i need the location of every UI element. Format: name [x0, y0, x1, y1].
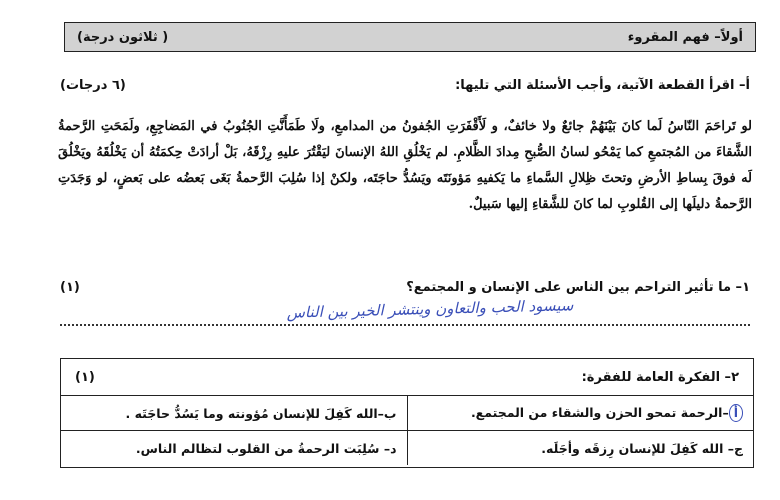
option-a-label: الرحمة تمحو الحزن والشقاء من المجتمع.	[470, 405, 723, 420]
section-points: ( ثلاثون درجة)	[77, 29, 169, 45]
option-b[interactable]: ب–الله كَفِلَ للإنسان مُؤونته وما يَسُدُّ حاجَتَه .	[61, 396, 407, 431]
question-2-header	[61, 359, 753, 395]
question-2-box	[60, 358, 754, 468]
question-2-options	[61, 395, 753, 465]
section-header	[64, 22, 756, 52]
question-1	[60, 280, 750, 295]
option-c[interactable]: ج– الله كَفِلَ للإنسان رِزقَه وأجَلَه.	[407, 431, 753, 466]
instruction-text: أ– اقرأ القطعة الآتية، وأجب الأسئلة التي تليها:	[455, 78, 750, 93]
reading-passage: لو تَراحَمَ النّاسُ لَما كانَ بَيْنَهُمْ جائعٌ ولا خائفٌ، و لَأَقْفَرَتِ الجُفونُ من المدامعِ، ولَا طَمَأَنَّتِ الجُنُوبُ في المَضاجِعِ، ولَمَحَتِ الرَّحمةُ الشَّقاءَ من المُجتمعِ كما يَمْحُو لسانُ الصُّبحِ مِدادَ الظَّلامِ. لم يَخْلُقِ اللهُ الإنسانَ ليَقْتُرَ عليهِ رِزْقَهُ، بَلْ أرادَتْ حِكمَتُهُ أن يَخْلُقَهُ ويَخْلُقَ لَه فوقَ بِساطِ الأرضِ وتحتَ ظِلالِ السَّماءِ ما يَكفيهِ مَؤونَتَه ويَسُدُّ حاجَتَه، ولكنْ إذا سُلِبَ الرَّحمةُ بَغَى بَعضُه على بَعضٍ، لو وَجَدَتِ الرَّحمةُ دليلَها إلى القُلوبِ لما كانَ للشَّقاءِ إليها سَبيلٌ.	[58, 119, 752, 212]
question-1-text: ١– ما تأثير التراحم بين الناس على الإنسان و المجتمع؟	[406, 280, 750, 295]
option-a[interactable]: أ–الرحمة تمحو الحزن والشقاء من المجتمع.	[407, 396, 753, 431]
handwritten-answer: سيسود الحب والتعاون وينتشر الخير بين الناس	[286, 296, 574, 322]
section-title: أولاً– فهم المقروء	[627, 29, 743, 45]
question-1-points: (١)	[60, 280, 80, 295]
question-1-answer-field[interactable]	[60, 296, 750, 330]
question-2-points: (١)	[75, 369, 95, 385]
instruction-row	[60, 78, 750, 93]
instruction-points: (٦ درجات)	[60, 78, 126, 93]
question-2-text: ٢– الفكرة العامة للفقرة:	[581, 369, 739, 385]
dotted-answer-line	[60, 324, 750, 326]
selected-option-circle: أ	[729, 404, 743, 422]
option-d[interactable]: د– سُلِبَت الرحمةُ من القلوب لتظالم الناس.	[61, 431, 407, 466]
